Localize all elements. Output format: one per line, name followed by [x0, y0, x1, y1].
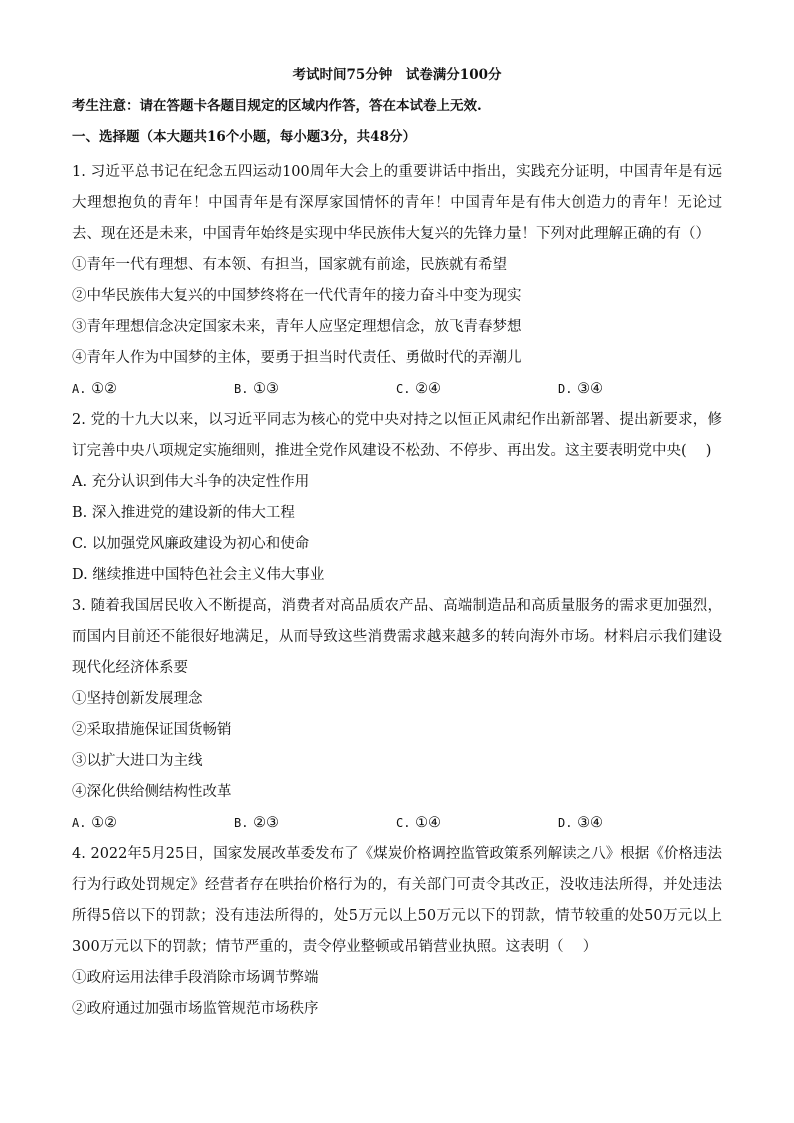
answer-option-a: A. 充分认识到伟大斗争的决定性作用	[72, 474, 310, 490]
statement-option: ③以扩大进口为主线	[72, 753, 203, 769]
question-stem: 2. 党的十九大以来，以习近平同志为核心的党中央对持之以恒正风肃纪作出新部署、提出新要求，修订完善中央八项规定实施细则，推进全党作风建设不松劲、不停步、再出发。这主要表明党中央( )	[72, 412, 722, 459]
question-stem: 1. 习近平总书记在纪念五四运动100周年大会上的重要讲话中指出，实践充分证明，中国青年是有远大理想抱负的青年！中国青年是有深厚家国情怀的青年！中国青年是有伟大创造力的青年！无论过去、现在还是未来，中国青年始终是实现中华民族伟大复兴的先锋力量！下列对此理解正确的有（）	[72, 164, 722, 242]
statement-option: ④青年人作为中国梦的主体，要勇于担当时代责任、勇做时代的弄潮儿	[72, 350, 522, 366]
choice-letter: D.	[558, 816, 573, 830]
statement-option: ②政府通过加强市场监管规范市场秩序	[72, 1001, 319, 1017]
choice-text: ②③	[253, 815, 280, 831]
choice-letter: C.	[396, 382, 411, 396]
answer-choice-a	[72, 808, 234, 839]
exam-content	[72, 64, 722, 1025]
answer-choice-c	[396, 374, 558, 405]
statement-option: ①政府运用法律手段消除市场调节弊端	[72, 970, 319, 986]
section-title: 一、选择题（本大题共16个小题，每小题3分，共48分）	[72, 129, 416, 145]
choice-text: ①②	[91, 815, 118, 831]
answer-option-b: B. 深入推进党的建设新的伟大工程	[72, 505, 295, 521]
choice-letter: D.	[558, 382, 573, 396]
choice-text: ②④	[415, 381, 442, 397]
choice-letter: A.	[72, 816, 87, 830]
statement-option: ③青年理想信念决定国家未来，青年人应坚定理想信念，放飞青春梦想	[72, 319, 522, 335]
question-stem: 4. 2022年5月25日，国家发展改革委发布了《煤炭价格调控监管政策系列解读之八》根据《价格违法行为行政处罚规定》经营者存在哄抬价格行为的，有关部门可责令其改正，没收违法所得，并处违法所得5倍以下的罚款；没有违法所得的，处5万元以上50万元以下的罚款，情节较重的处50万元以上300万元以下的罚款；情节严重的，责令停业整顿或吊销营业执照。这表明（ ）	[72, 846, 722, 955]
answer-choice-b	[234, 374, 396, 405]
choice-letter: B.	[234, 382, 249, 396]
statement-option: ②采取措施保证国货畅销	[72, 722, 232, 738]
choice-text: ③④	[577, 815, 604, 831]
choice-text: ①②	[91, 381, 118, 397]
answer-choice-c	[396, 808, 558, 839]
answer-choices	[72, 808, 722, 839]
choice-letter: A.	[72, 382, 87, 396]
exam-header: 考试时间75分钟 试卷满分100分	[292, 67, 502, 83]
answer-option-c: C. 以加强党风廉政建设为初心和使命	[72, 536, 310, 552]
statement-option: ①青年一代有理想、有本领、有担当，国家就有前途，民族就有希望	[72, 257, 507, 273]
question-stem: 3. 随着我国居民收入不断提高，消费者对高品质农产品、高端制造品和高质量服务的需求更加强烈，而国内目前还不能很好地满足，从而导致这些消费需求越来越多的转向海外市场。材料启示我们建设现代化经济体系要	[72, 598, 722, 676]
question-1	[72, 157, 722, 405]
question-2	[72, 405, 722, 591]
choice-letter: C.	[396, 816, 411, 830]
answer-option-d: D. 继续推进中国特色社会主义伟大事业	[72, 567, 325, 583]
answer-choice-a	[72, 374, 234, 405]
statement-option: ②中华民族伟大复兴的中国梦终将在一代代青年的接力奋斗中变为现实	[72, 288, 522, 304]
question-3	[72, 591, 722, 839]
statement-option: ④深化供给侧结构性改革	[72, 784, 232, 800]
statement-option: ①坚持创新发展理念	[72, 691, 203, 707]
question-4	[72, 839, 722, 1025]
answer-choice-d	[558, 808, 720, 839]
choice-text: ①④	[415, 815, 442, 831]
answer-choice-b	[234, 808, 396, 839]
answer-choices	[72, 374, 722, 405]
exam-notice: 考生注意：请在答题卡各题目规定的区域内作答，答在本试卷上无效.	[72, 98, 482, 114]
choice-text: ③④	[577, 381, 604, 397]
choice-letter: B.	[234, 816, 249, 830]
answer-choice-d	[558, 374, 720, 405]
choice-text: ①③	[253, 381, 280, 397]
